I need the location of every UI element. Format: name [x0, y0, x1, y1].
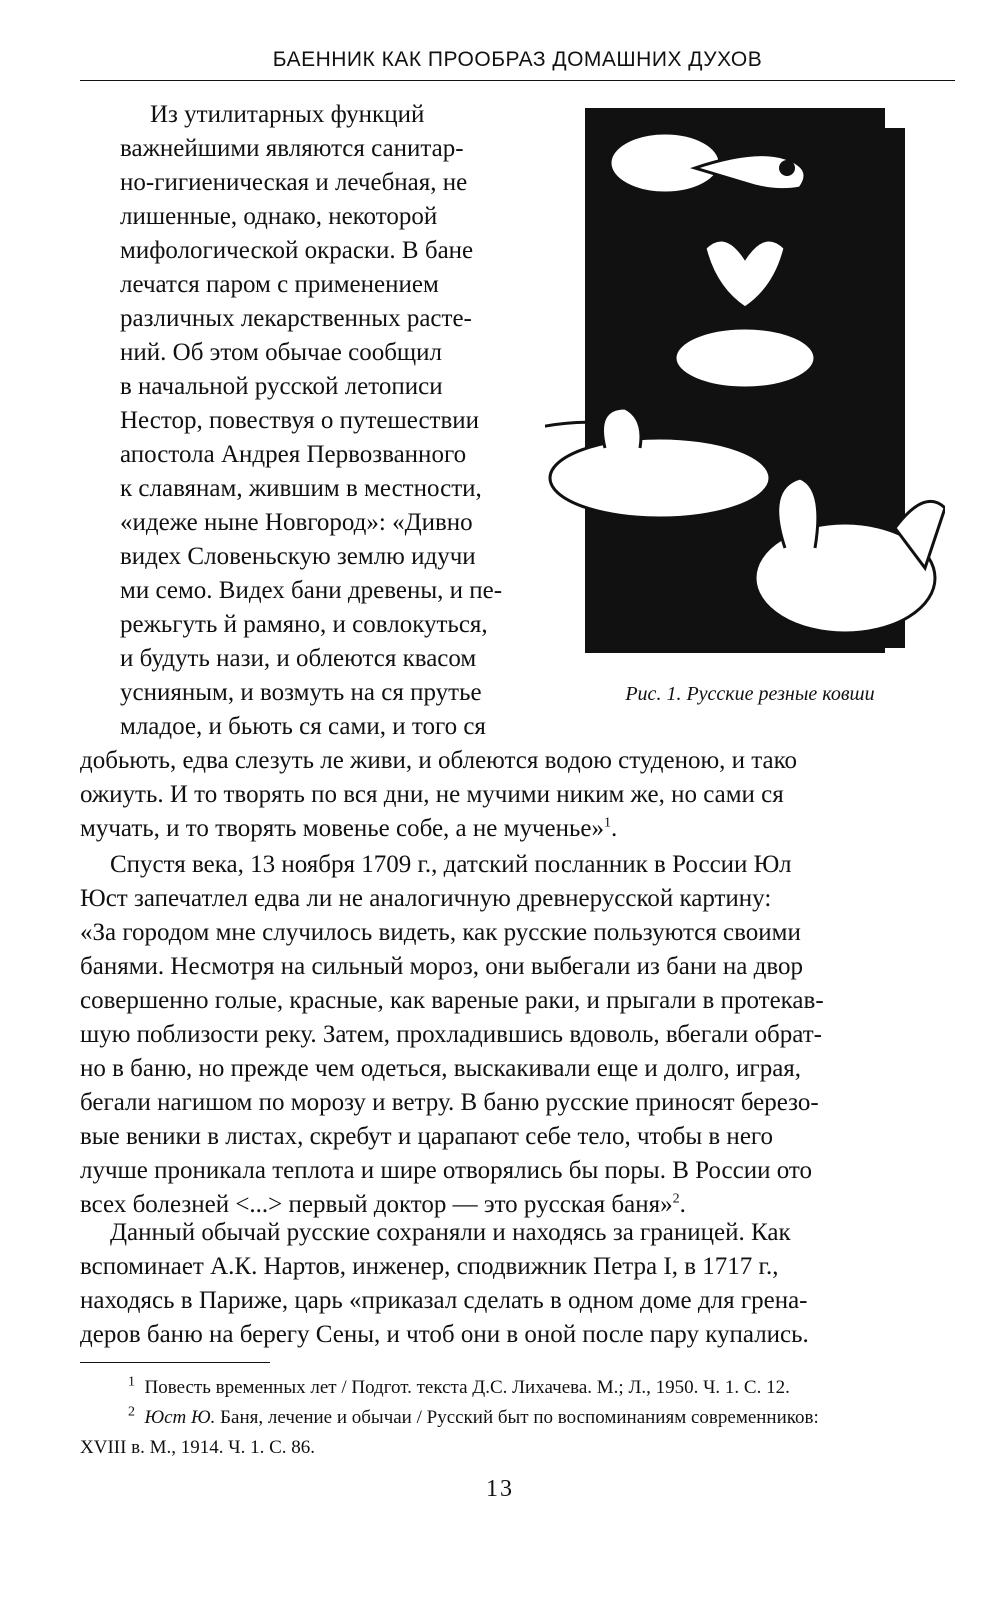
text-line: апостола Андрея Первозванного — [120, 441, 467, 468]
text-line: лишенные, однако, некоторой — [120, 203, 438, 230]
text-line: но в баню, но прежде чем одеться, выскакивали еще и долго, играя, — [80, 1055, 802, 1082]
left-column-text — [120, 98, 512, 744]
text-line: совершенно голые, красные, как вареные раки, и прыгали в протекав- — [80, 987, 824, 1014]
text-line: Данный обычай русские сохраняли и находясь за границей. Как — [110, 1219, 791, 1246]
text-line: бегали нагишом по морозу и ветру. В баню русские приносят березо- — [80, 1089, 819, 1116]
footnote-mark: 1 — [128, 1374, 135, 1390]
text-line: режьгуть й рамяно, и совлокуться, — [120, 611, 488, 638]
text-line: в начальной русской летописи — [120, 373, 443, 400]
text-line: лечатся паром с применением — [120, 271, 439, 298]
text-span: мучать, и то творять мовенье собе, а не мученье» — [80, 815, 604, 842]
text-line: Из утилитарных функций — [150, 101, 425, 128]
text-line: важнейшими являются санитар- — [120, 135, 464, 162]
text-line: «идеже ныне Новгород»: «Дивно — [120, 509, 473, 536]
text-line: и будуть нази, и облеются квасом — [120, 645, 477, 672]
text-line: вые веники в листах, скребут и царапают себе тело, чтобы в него — [80, 1123, 774, 1150]
paragraph-3 — [80, 1216, 955, 1352]
text-line: находясь в Париже, царь «приказал сделать в одном доме для грена- — [80, 1287, 808, 1314]
text-span: всех болезней <...> первый доктор — это русская баня» — [80, 1191, 673, 1218]
footnote-ref: 1 — [604, 815, 611, 831]
footnote-rule — [80, 1362, 270, 1363]
text-line: мифологической окраски. В бане — [120, 237, 474, 264]
text-line: мучать, и то творять мовенье собе, а не мученье»$^1$. — [80, 815, 618, 842]
page-number: 13 — [486, 1476, 514, 1502]
text-line: вспоминает А.К. Нартов, инженер, сподвижник Петра I, в 1717 г., — [80, 1253, 779, 1280]
text-line: Нестор, повествуя о путешествии — [120, 407, 480, 434]
footnotes — [80, 1373, 955, 1463]
header-rule — [80, 80, 955, 81]
text-line: но-гигиеническая и лечебная, не — [120, 169, 468, 196]
text-line: Спустя века, 13 ноября 1709 г., датский посланник в России Юл — [110, 851, 792, 878]
text-line: шую поблизости реку. Затем, прохладившись вдоволь, вбегали обрат- — [80, 1021, 822, 1048]
text-line: деров баню на берегу Сены, и чтоб они в оной после пару купались. — [80, 1321, 809, 1348]
footnote-2 — [80, 1403, 955, 1433]
text-line: ний. Об этом обычае сообщил — [120, 339, 443, 366]
text-line: ми семо. Видех бани древены, и пе- — [120, 577, 503, 604]
carved-ladles-illustration — [545, 108, 945, 668]
footnote-text: Баня, лечение и обычаи / Русский быт по воспоминаниям современников: — [215, 1407, 819, 1428]
text-line: ожиуть. И то творять по вся дни, не мучими никим же, но сами ся — [80, 781, 784, 808]
text-line: добьють, едва слезуть ле живи, и облеются водою студеною, и тако — [80, 747, 797, 774]
footnote-author: Юст Ю. — [144, 1407, 216, 1428]
footnote-ref: 2 — [672, 1191, 680, 1207]
text-line: видех Словеньскую землю идучи — [120, 543, 476, 570]
text-line: банями. Несмотря на сильный мороз, они выбегали из бани на двор — [80, 953, 803, 980]
text-line: «За городом мне случилось видеть, как русские пользуются своими — [80, 919, 801, 946]
text-line: всех болезней <...> первый доктор — это русская баня»$^2$. — [80, 1191, 686, 1218]
text-line: лучше проникала теплота и шире отворялись бы поры. В России ото — [80, 1157, 812, 1184]
figure-caption: Рис. 1. Русские резные ковши — [625, 683, 875, 705]
text-line: уснияным, и возмуть на ся прутье — [120, 679, 482, 706]
footnote-mark: 2 — [128, 1404, 135, 1420]
footnote-2-continuation: XVIII в. М., 1914. Ч. 1. С. 86. — [80, 1437, 316, 1458]
text-line: младое, и бьють ся сами, и того ся — [120, 713, 486, 740]
paragraph-1-continuation — [80, 744, 955, 846]
text-line: различных лекарственных расте- — [120, 305, 472, 332]
paragraph-2 — [80, 848, 955, 1222]
footnote-1 — [80, 1373, 955, 1403]
running-header: БАЕННИК КАК ПРООБРАЗ ДОМАШНИХ ДУХОВ — [272, 48, 763, 71]
text-line: Юст запечатлел едва ли не аналогичную древнерусской картину: — [80, 885, 772, 912]
text-line: к славянам, жившим в местности, — [120, 475, 482, 502]
footnote-text: Повесть временных лет / Подгот. текста Д.С. Лихачева. М.; Л., 1950. Ч. 1. С. 12. — [144, 1377, 790, 1398]
